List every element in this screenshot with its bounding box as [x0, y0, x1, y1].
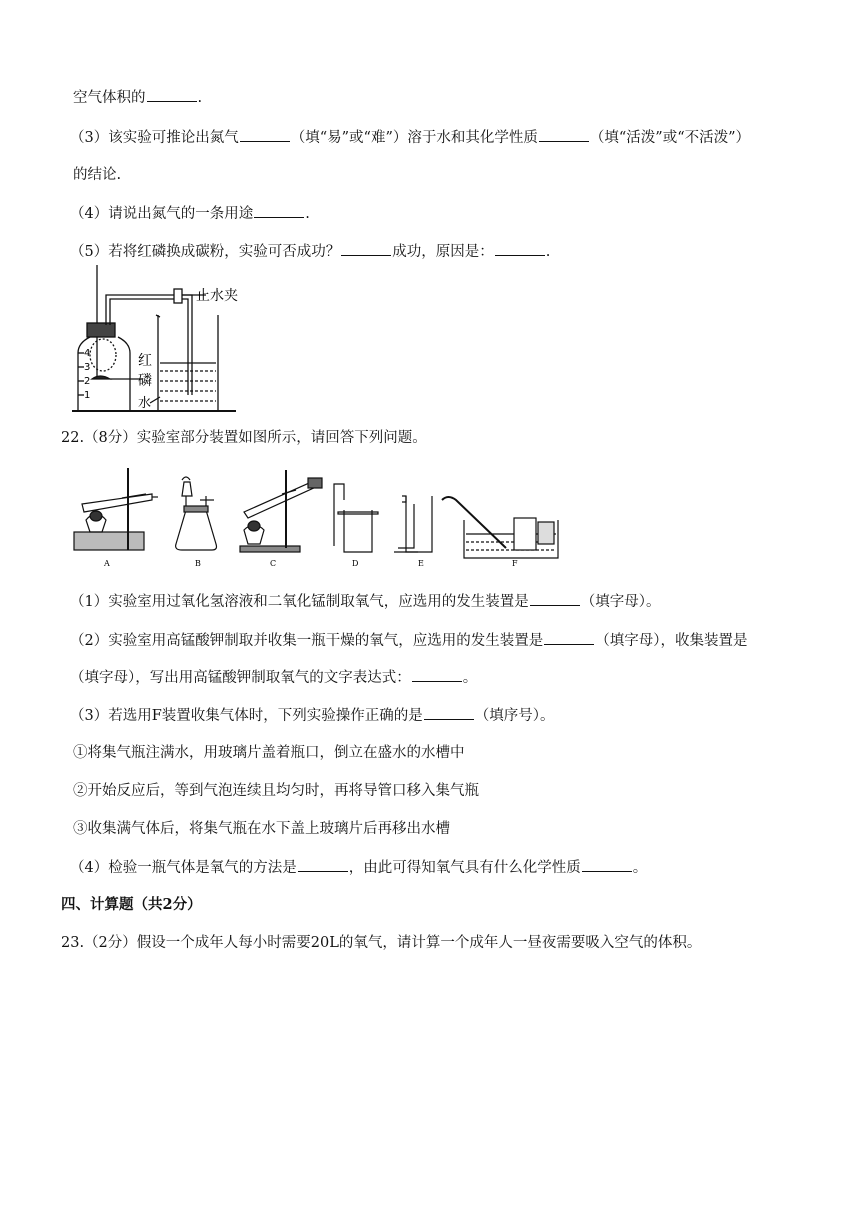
answer-blank[interactable] [254, 203, 304, 218]
text-fragment: 成功，原因是： [392, 244, 494, 260]
text-fragment: . [305, 206, 310, 222]
label-b: B [195, 559, 201, 568]
text-fragment: （填“易”或“难”）溶于水和其化学性质 [290, 130, 538, 146]
q22-part-4 [70, 857, 647, 878]
answer-blank[interactable] [539, 127, 589, 142]
text-fragment: 四、计算题（共2分） [61, 896, 202, 913]
text-fragment: . [545, 244, 551, 260]
text-fragment: （填字母），收集装置是 [595, 633, 748, 649]
label-e: E [418, 559, 424, 568]
label-c: C [270, 559, 277, 568]
q22-part-1 [70, 591, 660, 612]
question-22-stem [61, 428, 427, 448]
phosphorus-label: 磷 [138, 373, 152, 389]
scale-mark-2: 2 [84, 376, 91, 387]
answer-blank[interactable] [530, 591, 580, 606]
text-fragment: ①将集气瓶注满水，用玻璃片盖着瓶口，倒立在盛水的水槽中 [73, 745, 465, 761]
text-fragment: 22.（8分）实验室部分装置如图所示，请回答下列问题。 [61, 430, 427, 446]
question-3-conclusion [73, 165, 121, 185]
text-fragment: 空气体积的 [73, 90, 146, 106]
text-fragment: 。 [632, 860, 648, 876]
text-fragment: （4）请说出氮气的一条用途 [70, 206, 254, 222]
text-fragment: 23.（2分）假设一个成年人每小时需要20L的氧气，请计算一个成年人一昼夜需要吸入空气的体积。 [61, 935, 702, 951]
text-fragment: ③收集满气体后，将集气瓶在水下盖上玻璃片后再移出水槽 [73, 821, 450, 837]
answer-blank[interactable] [582, 857, 632, 872]
question-3-line [70, 127, 750, 148]
section-heading [61, 895, 202, 915]
text-fragment: 。 [462, 670, 478, 686]
water-label: 水 [138, 396, 152, 411]
answer-blank[interactable] [298, 857, 348, 872]
text-fragment: （2）实验室用高锰酸钾制取并收集一瓶干燥的氧气，应选用的发生装置是 [70, 633, 544, 649]
q22-part-3 [70, 705, 555, 726]
lab-apparatus-figure [72, 460, 562, 572]
scale-mark-1: 1 [84, 390, 91, 401]
text-fragment: ，由此可得知氧气具有什么化学性质 [348, 860, 581, 876]
answer-blank[interactable] [495, 241, 545, 256]
answer-blank[interactable] [544, 630, 594, 645]
q22-part-2-cont [70, 667, 477, 688]
phosphorus-apparatus-figure [70, 265, 240, 415]
label-a: A [104, 559, 110, 568]
answer-blank[interactable] [240, 127, 290, 142]
option-3 [73, 819, 450, 839]
q22-part-2 [70, 630, 747, 651]
option-2 [73, 781, 479, 801]
text-fragment: （填“活泼”或“不活泼”） [589, 130, 751, 146]
text-fragment: （填序号）。 [474, 708, 555, 724]
text-fragment: （填字母），写出用高锰酸钾制取氧气的文字表达式： [70, 670, 411, 686]
text-fragment: 的结论. [73, 167, 122, 183]
label-f: F [512, 559, 518, 568]
label-d: D [352, 559, 359, 568]
answer-blank[interactable] [424, 705, 474, 720]
text-line-air-volume [73, 87, 202, 108]
red-label: 红 [138, 353, 152, 369]
text-fragment: ②开始反应后，等到气泡连续且均匀时，再将导管口移入集气瓶 [73, 783, 479, 799]
text-fragment: （3）若选用F装置收集气体时，下列实验操作正确的是 [70, 708, 423, 724]
text-fragment: （1）实验室用过氧化氢溶液和二氧化锰制取氧气，应选用的发生装置是 [70, 594, 529, 610]
text-fragment: （5）若将红磷换成碳粉，实验可否成功？ [70, 244, 341, 260]
answer-blank[interactable] [341, 241, 391, 256]
text-fragment: . [197, 90, 203, 106]
answer-blank[interactable] [147, 87, 197, 102]
scale-mark-3: 3 [84, 362, 91, 373]
question-4-line [70, 203, 310, 224]
question-5-line [70, 241, 550, 262]
option-1 [73, 743, 465, 763]
text-fragment: （填字母）。 [580, 594, 661, 610]
clamp-label: 止水夹 [196, 288, 238, 304]
scale-mark-4: 4 [84, 348, 91, 359]
answer-blank[interactable] [412, 667, 462, 682]
text-fragment: （4）检验一瓶气体是氧气的方法是 [70, 860, 297, 876]
text-fragment: （3）该实验可推论出氮气 [70, 130, 239, 146]
question-23 [61, 933, 701, 953]
